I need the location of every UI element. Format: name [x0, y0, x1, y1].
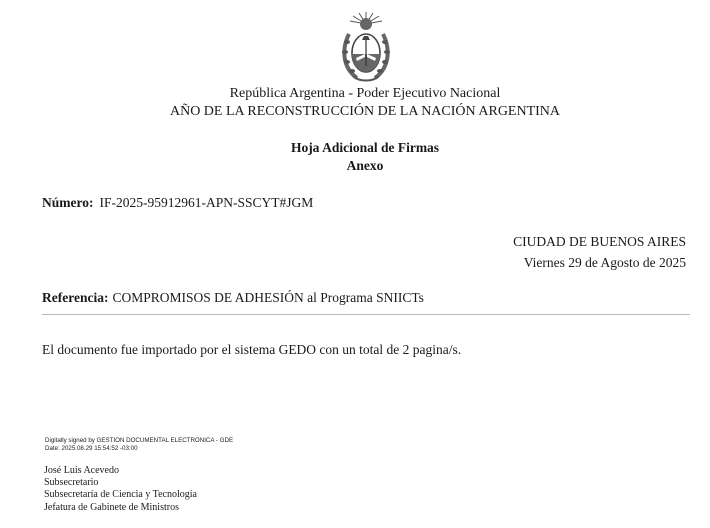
digital-signature-stamp	[45, 437, 233, 452]
signer-position: Subsecretario	[44, 477, 99, 489]
header-line-1: República Argentina - Poder Ejecutivo Nacional	[229, 86, 501, 101]
reference	[42, 290, 424, 306]
document-number-value: IF-2025-95912961-APN-SSCYT#JGM	[99, 195, 314, 210]
divider	[42, 314, 690, 315]
signer-block	[44, 465, 197, 514]
reference-label: Referencia:	[42, 290, 109, 305]
header-line-2: AÑO DE LA RECONSTRUCCIÓN DE LA NACIÓN ARGENTINA	[169, 104, 561, 119]
document-number-label: Número:	[42, 195, 94, 210]
signer-name: José Luis Acevedo	[44, 465, 119, 476]
document-title: Hoja Adicional de Firmas	[290, 140, 440, 155]
coat-of-arms-icon	[339, 10, 393, 84]
digital-signature-line: Digitally signed by GESTION DOCUMENTAL ELECTRONICA - GDE	[45, 437, 234, 444]
city: CIUDAD DE BUENOS AIRES	[513, 234, 686, 249]
digital-signature-date: Date: 2025.08.29 15:54:52 -03:00	[45, 444, 138, 452]
body-text: El documento fue importado por el sistema GEDO con un total de 2 pagina/s.	[42, 342, 462, 357]
document-date: Viernes 29 de Agosto de 2025	[523, 255, 686, 270]
document-subtitle: Anexo	[346, 158, 384, 173]
document-number	[42, 195, 313, 211]
reference-value: COMPROMISOS DE ADHESIÓN al Programa SNIICTs	[112, 290, 424, 305]
signer-department: Jefatura de Gabinete de Ministros	[44, 501, 179, 513]
signer-office: Subsecretaría de Ciencia y Tecnología	[44, 489, 197, 501]
